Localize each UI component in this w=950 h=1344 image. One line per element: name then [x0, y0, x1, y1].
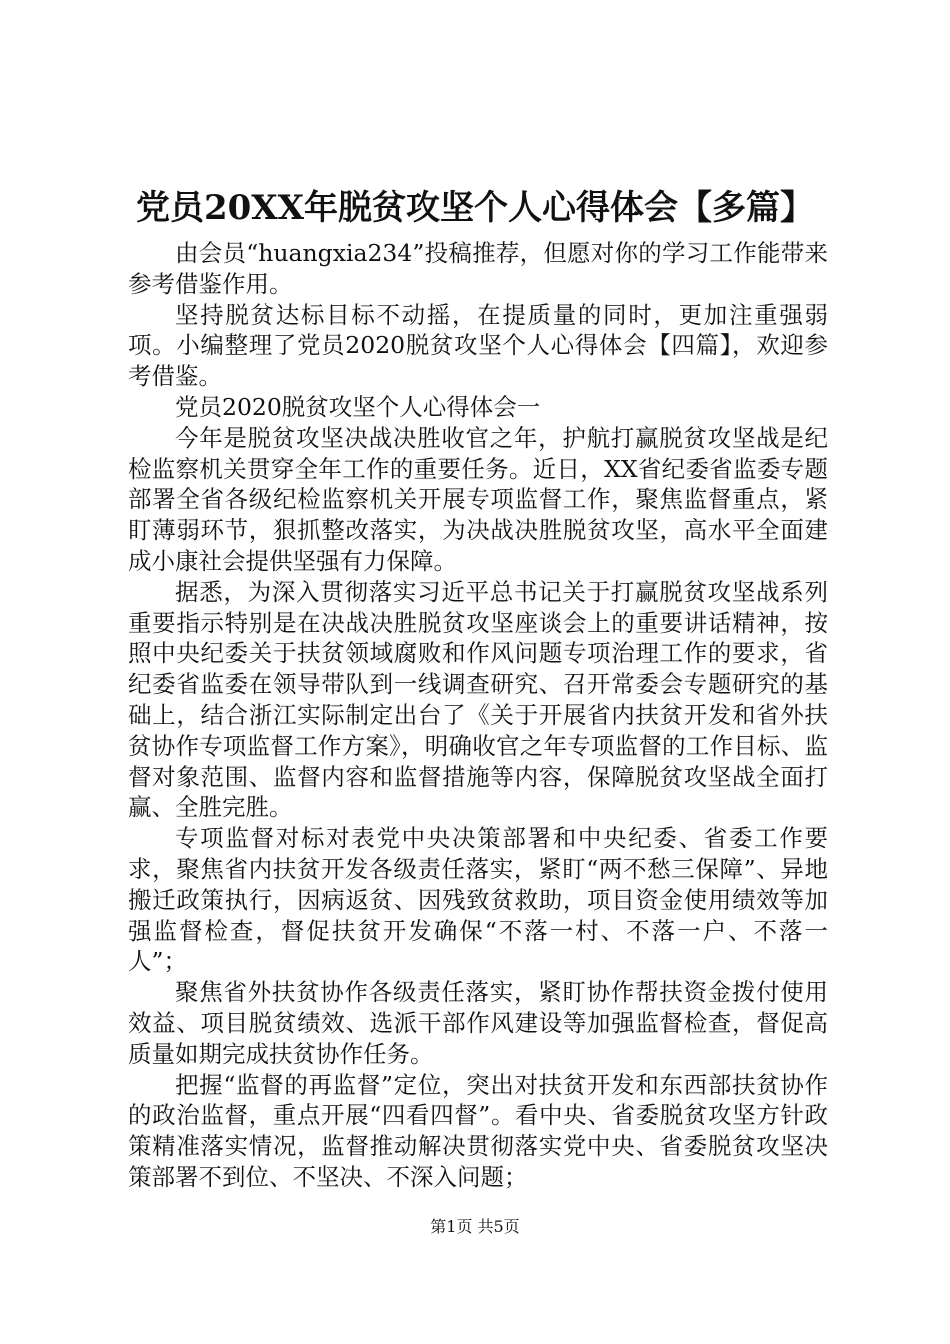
- paragraph: 聚焦省外扶贫协作各级责任落实，紧盯协作帮扶资金拨付使用效益、项目脱贫绩效、选派干部作风建设等加强监督检查，督促高质量如期完成扶贫协作任务。: [128, 978, 828, 1068]
- paragraph-summary: 坚持脱贫达标目标不动摇，在提质量的同时，更加注重强弱项。小编整理了党员2020脱贫攻坚个人心得体会【四篇】，欢迎参考借鉴。: [128, 300, 828, 391]
- paragraph: 专项监督对标对表党中央决策部署和中央纪委、省委工作要求，聚焦省内扶贫开发各级责任落实，紧盯“两不愁三保障”、异地搬迁政策执行，因病返贫、因残致贫救助，项目资金使用绩效等加强监督检查，督促扶贫开发确保“不落一村、不落一户、不落一人”；: [128, 824, 828, 976]
- paragraph: 把握“监督的再监督”定位，突出对扶贫开发和东西部扶贫协作的政治监督，重点开展“四看四督”。看中央、省委脱贫攻坚方针政策精准落实情况，监督推动解决贯彻落实党中央、省委脱贫攻坚决策部署不到位、不坚决、不深入问题；: [128, 1070, 828, 1191]
- section-heading: 党员2020脱贫攻坚个人心得体会一: [175, 392, 541, 421]
- page-title: 党员20XX年脱贫攻坚个人心得体会【多篇】: [135, 188, 815, 228]
- paragraph-intro: 由会员“huangxia234”投稿推荐，但愿对你的学习工作能带来参考借鉴作用。: [128, 239, 828, 298]
- paragraph: 今年是脱贫攻坚决战决胜收官之年，护航打赢脱贫攻坚战是纪检监察机关贯穿全年工作的重要任务。近日，XX省纪委省监委专题部署全省各级纪检监察机关开展专项监督工作，聚焦监督重点，紧盯薄弱环节，狠抓整改落实，为决战决胜脱贫攻坚，高水平全面建成小康社会提供坚强有力保障。: [128, 423, 828, 575]
- paragraph: 据悉，为深入贯彻落实习近平总书记关于打赢脱贫攻坚战系列重要指示特别是在决战决胜脱贫攻坚座谈会上的重要讲话精神，按照中央纪委关于扶贫领域腐败和作风问题专项治理工作的要求，省纪委省监委在领导带队到一线调查研究、召开常委会专题研究的基础上，结合浙江实际制定出台了《关于开展省内扶贫开发和省外扶贫协作专项监督工作方案》，明确收官之年专项监督的工作目标、监督对象范围、监督内容和监督措施等内容，保障脱贫攻坚战全面打赢、全胜完胜。: [128, 577, 828, 822]
- page-footer: 第1页 共5页: [430, 1217, 520, 1236]
- document-body: [128, 238, 828, 1193]
